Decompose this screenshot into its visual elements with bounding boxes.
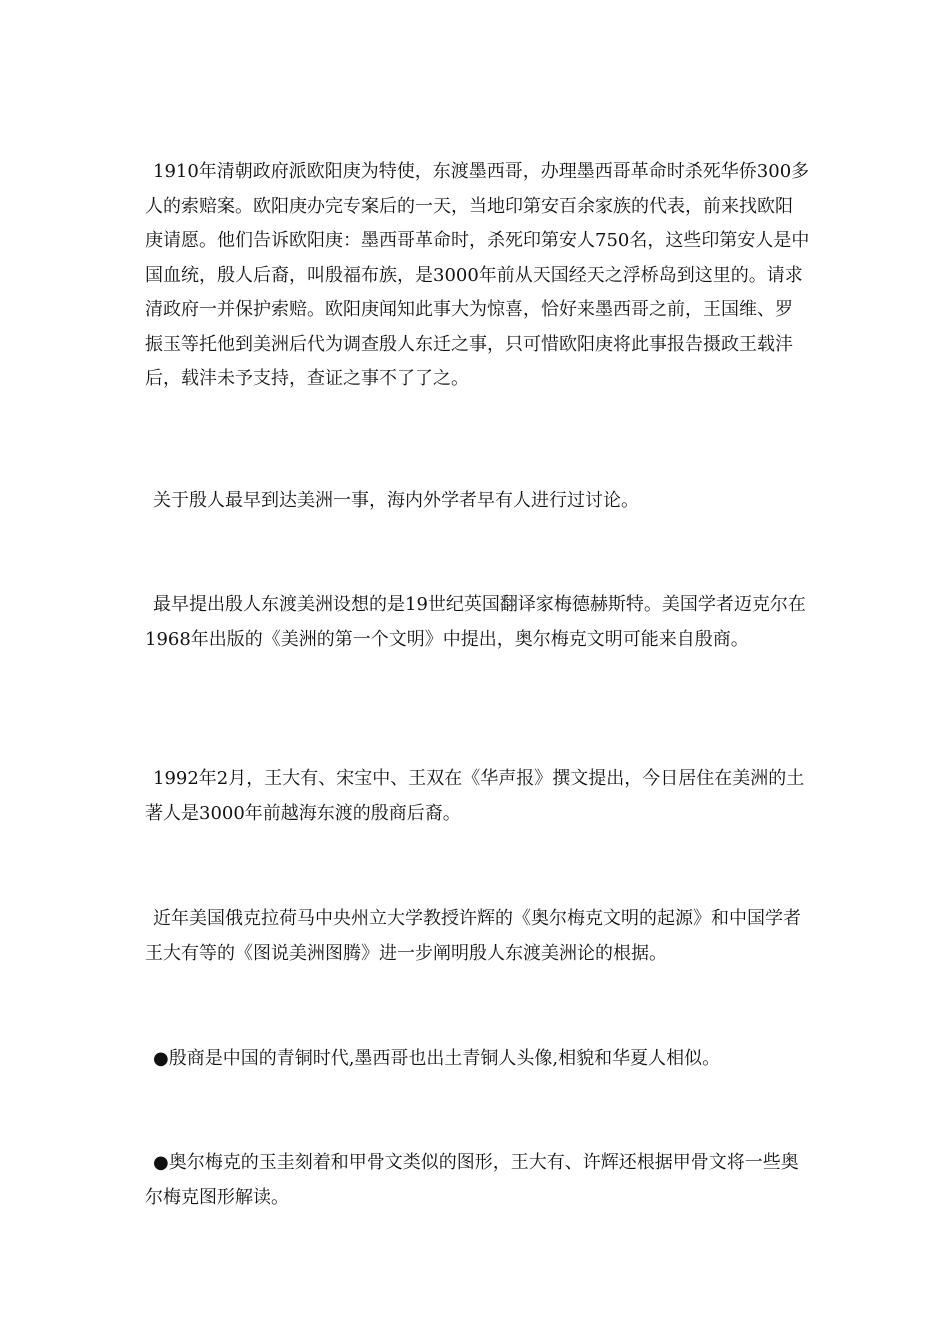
- bullet-bronze-age: ●殷商是中国的青铜时代,墨西哥也出土青铜人头像,相貌和华夏人相似。: [153, 1048, 721, 1069]
- paragraph-recent-research: 近年美国俄克拉荷马中央州立大学教授许辉的《奥尔梅克文明的起源》和中国学者王大有等的《图说美洲图腾》进一步阐明殷人东渡美洲论的根据。: [145, 908, 801, 964]
- paragraph-scholar-discussion: 关于殷人最早到达美洲一事，海内外学者早有人进行过讨论。: [153, 490, 639, 511]
- bullet-jade-gui-glyphs: ●奥尔梅克的玉圭刻着和甲骨文类似的图形，王大有、许辉还根据甲骨文将一些奥尔梅克图形解读。: [145, 1152, 799, 1208]
- paragraph-earliest-hypothesis: 最早提出殷人东渡美洲设想的是19世纪英国翻译家梅德赫斯特。美国学者迈克尔在1968年出版的《美洲的第一个文明》中提出，奥尔梅克文明可能来自殷商。: [145, 594, 806, 650]
- paragraph-ouyang-geng-mission: 1910年清朝政府派欧阳庚为特使，东渡墨西哥，办理墨西哥革命时杀死华侨300多人的索赔案。欧阳庚办完专案后的一天，当地印第安百余家族的代表，前来找欧阳庚请愿。他们告诉欧阳庚：墨西哥革命时，杀死印第安人750名，这些印第安人是中国血统，殷人后裔，叫殷福布族，是3000年前从天国经天之浮桥岛到这里的。请求清政府一并保护索赔。欧阳庚闻知此事大为惊喜，恰好来墨西哥之前，王国维、罗振玉等托他到美洲后代为调查殷人东迁之事，只可惜欧阳庚将此事报告摄政王载沣后，载沣未予支持，查证之事不了了之。: [145, 161, 810, 389]
- paragraph-1992-article: 1992年2月，王大有、宋宝中、王双在《华声报》撰文提出，今日居住在美洲的土著人是3000年前越海东渡的殷商后裔。: [145, 768, 805, 824]
